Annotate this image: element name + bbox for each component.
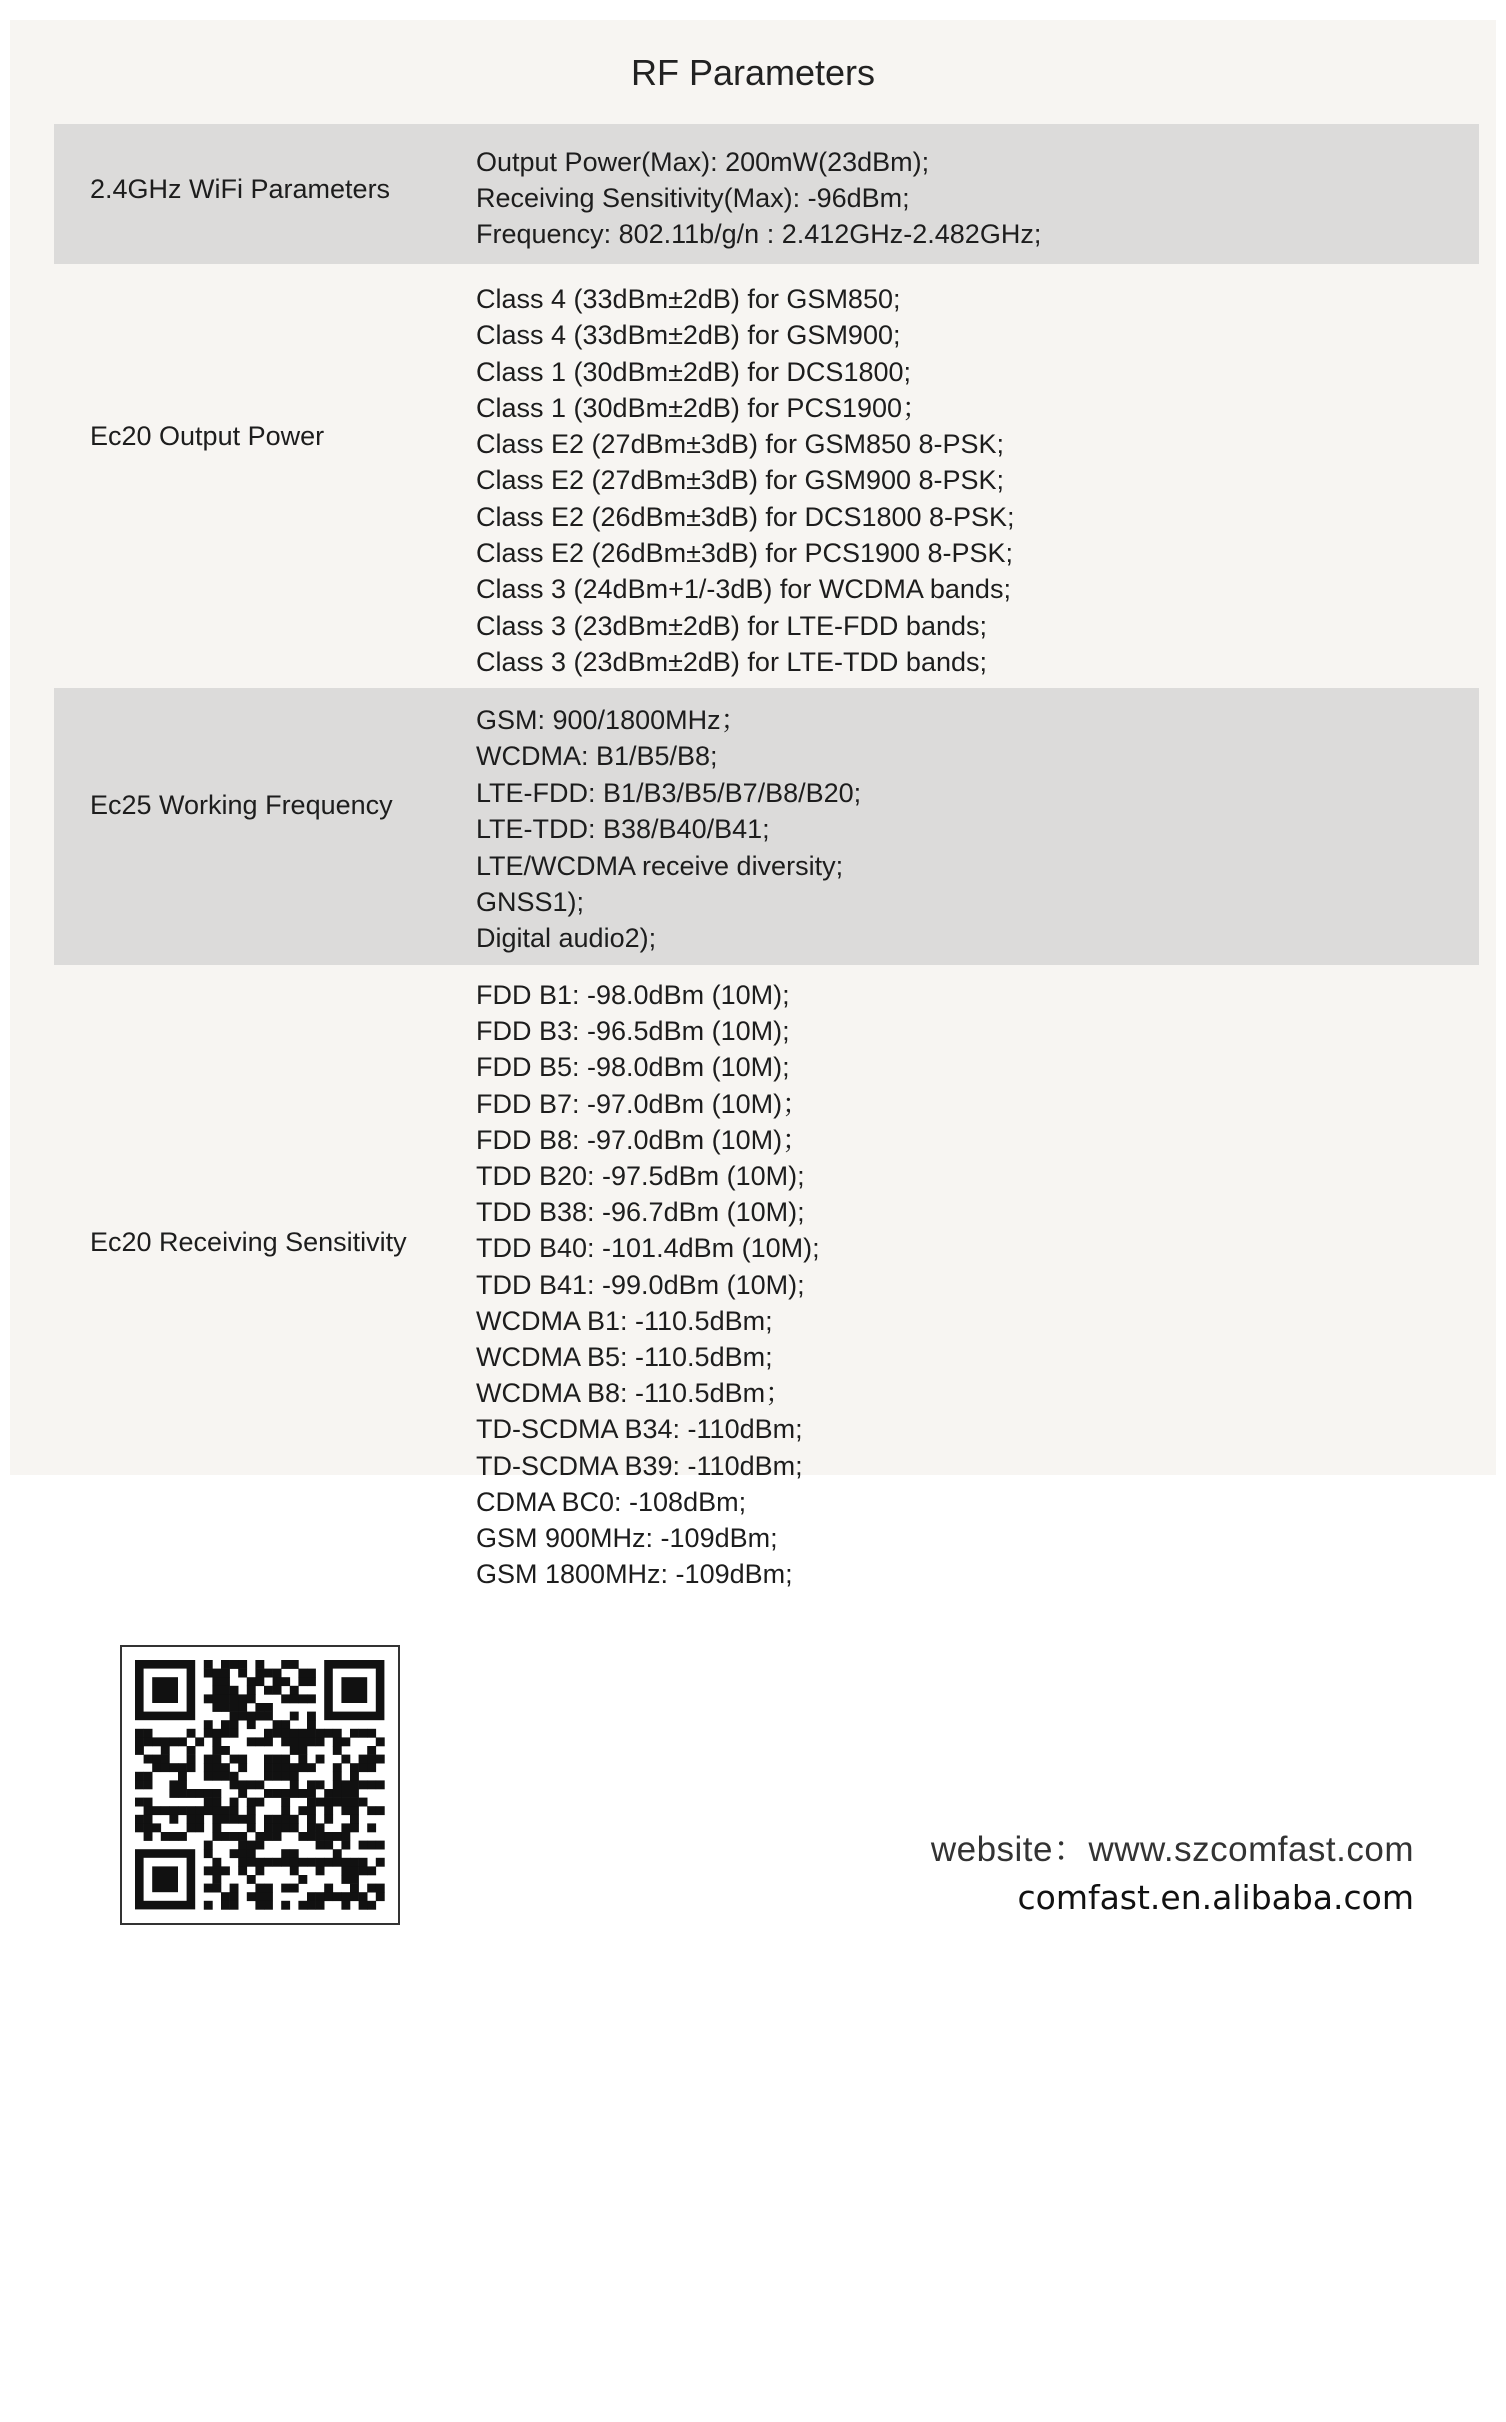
spec-label: 2.4GHz WiFi Parameters	[90, 174, 391, 204]
spec-line: Class 3 (23dBm±2dB) for LTE-FDD bands;	[476, 610, 987, 641]
spec-row-ec20-output-power	[54, 264, 1479, 688]
spec-line: FDD B8: -97.0dBm (10M)；	[476, 1124, 810, 1155]
qr-code-icon	[120, 1645, 400, 1925]
qr-code-graphic	[122, 1647, 398, 1923]
spec-line: TD-SCDMA B34: -110dBm;	[476, 1414, 803, 1445]
spec-line: Class E2 (26dBm±3dB) for PCS1900 8-PSK;	[476, 538, 1014, 569]
spec-line: TD-SCDMA B39: -110dBm;	[476, 1450, 803, 1481]
website-url[interactable]: website：www.szcomfast.com	[930, 1830, 1414, 1869]
spec-line: WCDMA B8: -110.5dBm；	[476, 1378, 793, 1409]
spec-line: Receiving Sensitivity(Max): -96dBm;	[476, 183, 910, 213]
spec-line: Frequency: 802.11b/g/n : 2.412GHz-2.482GHz;	[476, 219, 1042, 249]
page-title: RF Parameters	[630, 52, 876, 93]
spec-row-wifi	[54, 124, 1479, 264]
spec-values	[476, 977, 820, 1592]
spec-line: Class 1 (30dBm±2dB) for PCS1900；	[476, 392, 930, 423]
spec-line: TDD B20: -97.5dBm (10M);	[476, 1161, 805, 1192]
spec-line: TDD B38: -96.7dBm (10M);	[476, 1197, 805, 1228]
spec-line: Digital audio2);	[476, 923, 657, 954]
spec-line: LTE/WCDMA receive diversity;	[476, 850, 844, 881]
spec-line: GSM 1800MHz: -109dBm;	[476, 1559, 793, 1590]
spec-line: FDD B1: -98.0dBm (10M);	[476, 980, 790, 1010]
spec-line: GSM: 900/1800MHz；	[476, 705, 748, 735]
spec-row-ec25-working-frequency	[54, 688, 1479, 965]
spec-line: Output Power(Max): 200mW(23dBm);	[476, 147, 930, 177]
spec-line: Class 3 (24dBm+1/-3dB) for WCDMA bands;	[476, 574, 1011, 605]
website-block	[931, 1822, 1414, 1917]
spec-values	[476, 281, 1015, 680]
spec-row-ec20-receiving-sensitivity	[54, 965, 1479, 1595]
spec-line: Class 1 (30dBm±2dB) for DCS1800;	[476, 356, 912, 387]
spec-values	[476, 702, 861, 957]
spec-values	[476, 144, 1041, 252]
spec-line: GNSS1);	[476, 887, 585, 918]
spec-line: WCDMA B5: -110.5dBm;	[476, 1342, 773, 1373]
spec-line: LTE-TDD: B38/B40/B41;	[476, 814, 770, 845]
spec-line: FDD B5: -98.0dBm (10M);	[476, 1052, 790, 1083]
spec-label: Ec25 Working Frequency	[90, 790, 393, 820]
spec-line: Class 4 (33dBm±2dB) for GSM850;	[476, 284, 901, 314]
spec-label: Ec20 Receiving Sensitivity	[90, 1227, 407, 1257]
spec-line: TDD B41: -99.0dBm (10M);	[476, 1269, 805, 1300]
spec-line: FDD B7: -97.0dBm (10M)；	[476, 1088, 810, 1119]
spec-label: Ec20 Output Power	[90, 421, 325, 451]
spec-line: GSM 900MHz: -109dBm;	[476, 1523, 778, 1554]
spec-line: TDD B40: -101.4dBm (10M);	[476, 1233, 820, 1264]
spec-line: Class 3 (23dBm±2dB) for LTE-TDD bands;	[476, 646, 987, 677]
spec-line: WCDMA B1: -110.5dBm;	[476, 1305, 773, 1336]
spec-line: Class E2 (27dBm±3dB) for GSM900 8-PSK;	[476, 465, 1005, 496]
spec-line: FDD B3: -96.5dBm (10M);	[476, 1016, 790, 1047]
spec-line: Class 4 (33dBm±2dB) for GSM900;	[476, 320, 901, 351]
spec-line: Class E2 (26dBm±3dB) for DCS1800 8-PSK;	[476, 501, 1015, 532]
alibaba-url[interactable]: comfast.en.alibaba.com	[1017, 1878, 1414, 1917]
spec-line: CDMA BC0: -108dBm;	[476, 1486, 747, 1517]
spec-line: LTE-FDD: B1/B3/B5/B7/B8/B20;	[476, 777, 862, 808]
spec-line: Class E2 (27dBm±3dB) for GSM850 8-PSK;	[476, 429, 1005, 460]
spec-line: WCDMA: B1/B5/B8;	[476, 741, 718, 772]
